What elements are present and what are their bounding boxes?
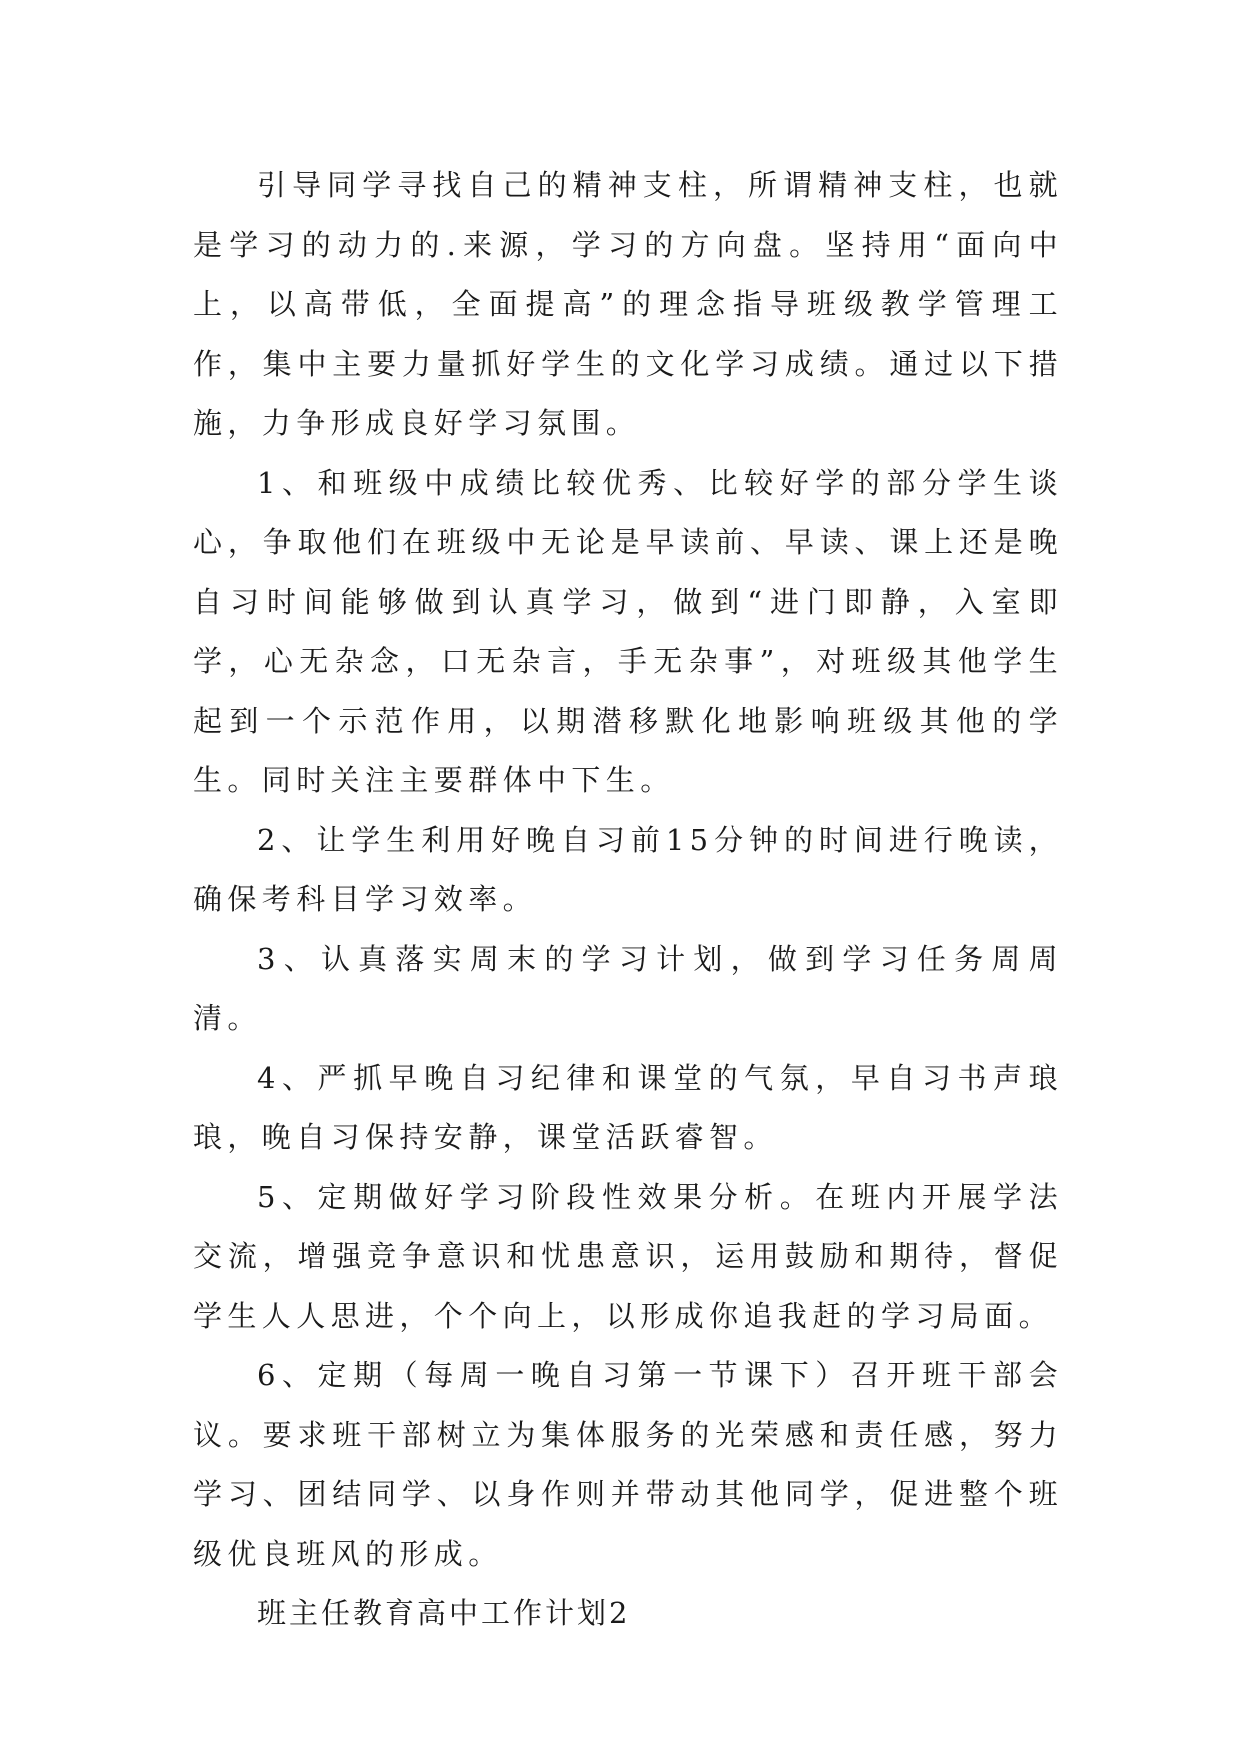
paragraph-intro: 引导同学寻找自己的精神支柱，所谓精神支柱，也就是学习的动力的.来源，学习的方向盘。坚持用“面向中上，以高带低，全面提高”的理念指导班级教学管理工作，集中主要力量抓好学生的文化学习成绩。通过以下措施，力争形成良好学习氛围。 bbox=[193, 168, 1063, 440]
document-body bbox=[193, 156, 1063, 1644]
paragraph-item-5: 5、定期做好学习阶段性效果分析。在班内开展学法交流，增强竞争意识和忧患意识，运用鼓励和期待，督促学生人人思进，个个向上，以形成你追我赶的学习局面。 bbox=[193, 1179, 1063, 1333]
paragraph-item-2: 2、让学生利用好晚自习前15分钟的时间进行晚读，确保考科目学习效率。 bbox=[193, 822, 1063, 916]
paragraph-item-1: 1、和班级中成绩比较优秀、比较好学的部分学生谈心，争取他们在班级中无论是早读前、早读、课上还是晚自习时间能够做到认真学习，做到“进门即静，入室即学，心无杂念，口无杂言，手无杂事”，对班级其他学生起到一个示范作用，以期潜移默化地影响班级其他的学生。同时关注主要群体中下生。 bbox=[193, 465, 1063, 797]
paragraph-item-6: 6、定期（每周一晚自习第一节课下）召开班干部会议。要求班干部树立为集体服务的光荣感和责任感，努力学习、团结同学、以身作则并带动其他同学，促进整个班级优良班风的形成。 bbox=[193, 1358, 1063, 1571]
paragraph-item-3: 3、认真落实周末的学习计划，做到学习任务周周清。 bbox=[193, 941, 1063, 1035]
section-heading: 班主任教育高中工作计划2 bbox=[257, 1596, 631, 1630]
paragraph-item-4: 4、严抓早晚自习纪律和课堂的气氛，早自习书声琅琅，晚自习保持安静，课堂活跃睿智。 bbox=[193, 1060, 1063, 1154]
